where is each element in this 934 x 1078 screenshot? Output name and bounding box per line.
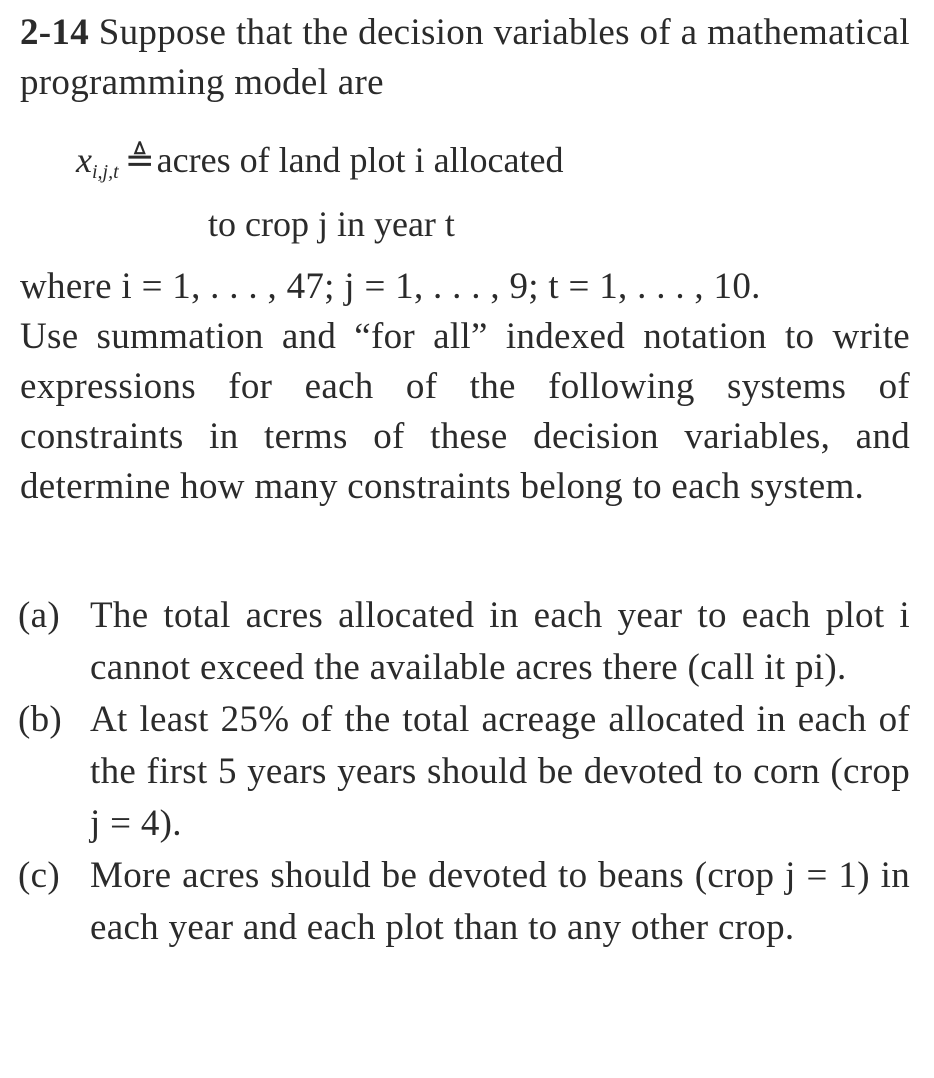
index-ranges: where i = 1, . . . , 47; j = 1, . . . , 9; t = 1, . . . , 10. xyxy=(20,266,761,307)
variable-symbol: x xyxy=(76,140,92,180)
defined-as-symbol: ≜ xyxy=(124,140,155,180)
constraint-parts-list xyxy=(18,590,910,954)
variable-subscript: i,j,t xyxy=(91,161,119,183)
problem-body xyxy=(20,262,910,512)
part-b-text: At least 25% of the total acreage allocated in each of the first 5 years years should be devoted to corn (crop j = 4). xyxy=(90,699,910,844)
part-b xyxy=(18,694,910,850)
definition-line-1: acres of land plot i allocated xyxy=(156,140,564,180)
instructions-text: Use summation and “for all” indexed notation to write expressions for each of the following systems of constraints in terms of these decision variables, and determine how many constraints belong to each system. xyxy=(20,316,910,507)
part-a xyxy=(18,590,910,694)
part-c-text: More acres should be devoted to beans (crop j = 1) in each year and each plot than to any other crop. xyxy=(90,855,910,948)
definition-line-2: to crop j in year t xyxy=(208,204,455,244)
problem-number: 2-14 xyxy=(20,12,90,53)
part-a-text: The total acres allocated in each year to each plot i cannot exceed the available acres there (call it pi). xyxy=(90,595,910,688)
part-a-label: (a) xyxy=(18,595,60,636)
variable-definition xyxy=(76,134,563,250)
part-b-label: (b) xyxy=(18,699,63,740)
problem-intro xyxy=(20,8,910,108)
part-c xyxy=(18,850,910,954)
part-c-label: (c) xyxy=(18,855,60,896)
problem-intro-text: Suppose that the decision variables of a mathematical programming model are xyxy=(20,12,910,103)
